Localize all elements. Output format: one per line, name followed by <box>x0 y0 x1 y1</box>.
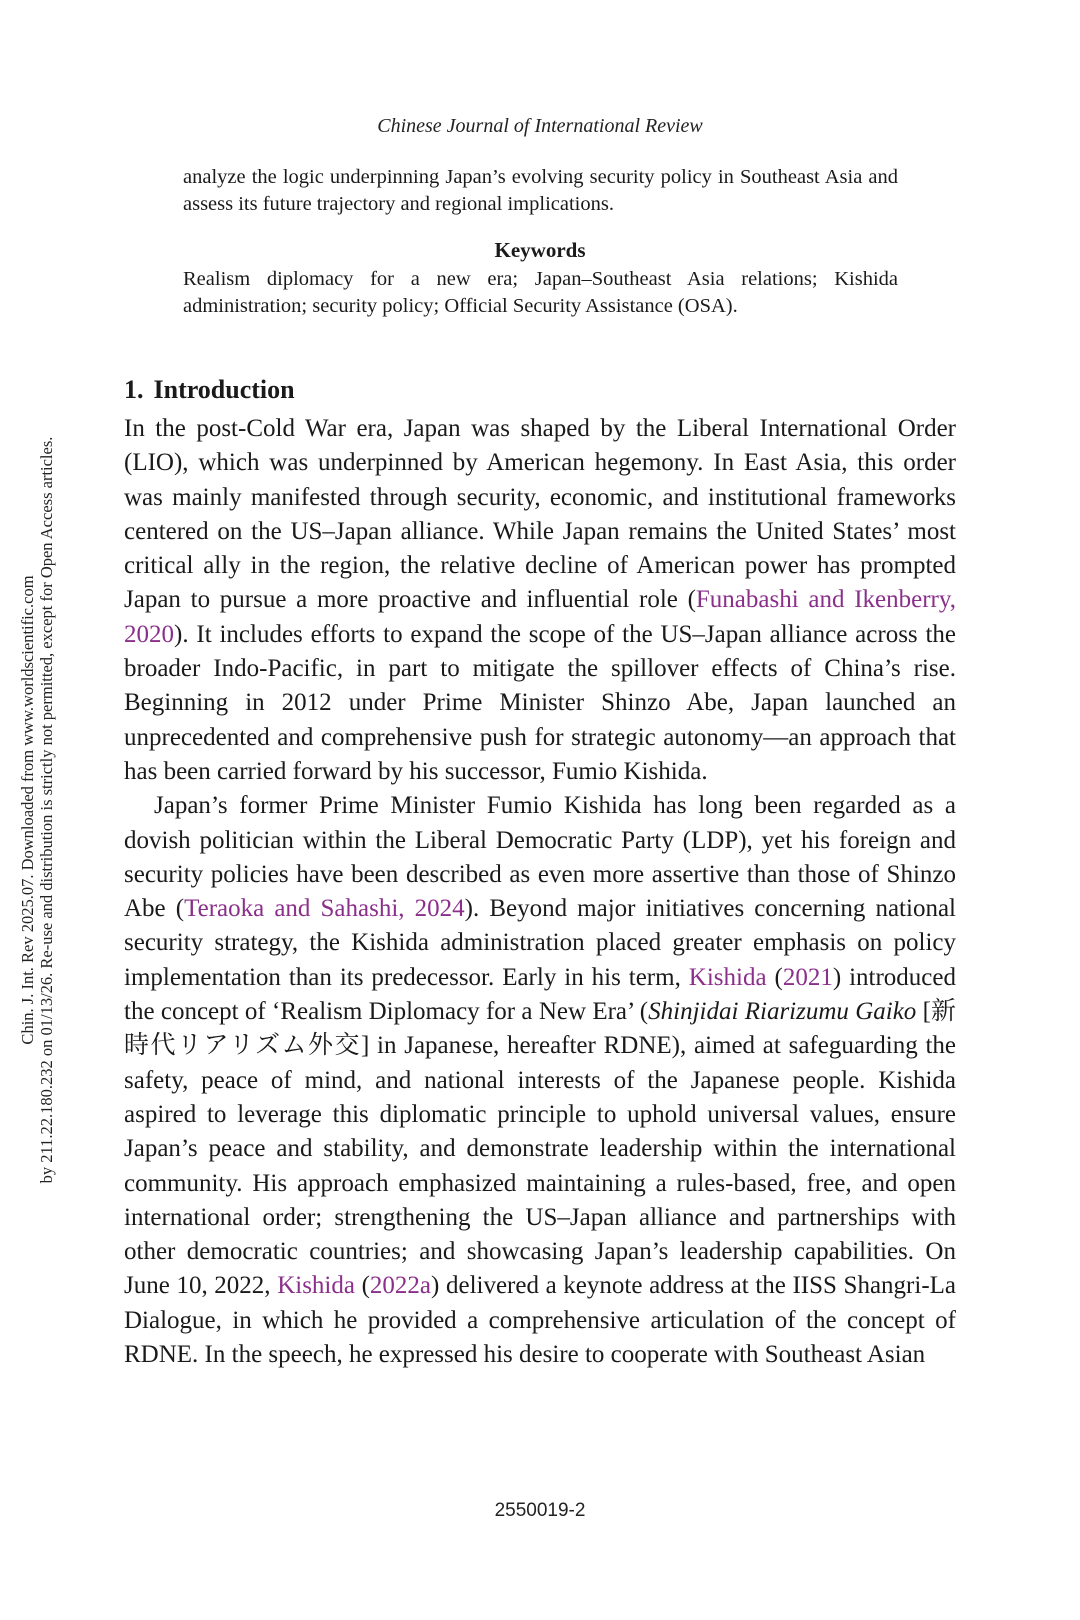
section-body <box>124 412 956 1372</box>
download-notice-line-2: by 211.22.180.232 on 01/13/26. Re-use and distribution is strictly not permitted, except for Open Access articles. <box>37 436 56 1184</box>
citation-kishida-2022a-year-link[interactable]: 2022a <box>369 1272 432 1300</box>
paragraph-text: [新時代リアリズム外交] in Japanese, hereafter RDNE), aimed at safeguarding the safety, peace of mind, and national interests of the Japanese people. Kishida aspired to leverage this diplomatic principle to uphold universal values, ensure Japan’s peace and stability, and demonstrate leadership within the international community. His approach emphasized maintaining a rules-based, free, and open international order; strengthening the US–Japan alliance and partnerships with other democratic countries; and showcasing Japan’s leadership capabilities. On June 10, 2022, <box>124 998 956 1300</box>
paragraph-2 <box>124 789 956 1372</box>
japanese-term: Shinjidai Riarizumu Gaiko <box>648 998 917 1026</box>
paragraph-text: ) delivered a keynote address at the IISS Shangri-La Dialogue, in which he provided a comprehensive articulation of the concept of RDNE. In the speech, he expressed his desire to cooperate with Southeast Asian <box>124 1272 957 1369</box>
citation-kishida-2021-author-link[interactable]: Kishida <box>688 963 767 991</box>
abstract-tail: analyze the logic underpinning Japan’s evolving security policy in Southeast Asia and assess its future trajectory and regional implications. <box>183 166 898 215</box>
paragraph-text: ( <box>354 1272 370 1300</box>
paragraph-text: ). Beyond major initiatives concerning national security strategy, the Kishida administration placed greater emphasis on policy implementation than its predecessor. Early in his term, <box>124 895 956 991</box>
paragraph-1 <box>124 412 956 789</box>
paragraph-text: ). It includes efforts to expand the scope of the US–Japan alliance across the broader Indo-Pacific, in part to mitigate the spillover effects of China’s rise. Beginning in 2012 under Prime Minister Shinzo Abe, Japan launched an unprecedented and comprehensive push for strategic autonomy—an approach that has been carried forward by his successor, Fumio Kishida. <box>124 620 956 785</box>
download-notice <box>18 390 56 1230</box>
paragraph-text: ) introduced the concept of ‘Realism Diplomacy for a New Era’ ( <box>124 963 957 1026</box>
running-head: Chinese Journal of International Review <box>377 115 703 137</box>
page-number: 2550019-2 <box>494 1500 586 1521</box>
section-number: 1. <box>124 375 144 404</box>
citation-funabashi-ikenberry-link[interactable]: Funabashi and Ikenberry, 2020 <box>124 586 956 648</box>
citation-teraoka-sahashi-link[interactable]: Teraoka and Sahashi, 2024 <box>184 895 465 923</box>
keywords-text: Realism diplomacy for a new era; Japan–Southeast Asia relations; Kishida administration; security policy; Official Security Assistance (OSA). <box>183 268 898 317</box>
download-notice-line-1: Chin. J. Int. Rev 2025.07. Downloaded from www.worldscientific.com <box>18 575 37 1045</box>
paragraph-text: In the post-Cold War era, Japan was shaped by the Liberal International Order (LIO), which was underpinned by American hegemony. In East Asia, this order was mainly manifested through security, economic, and institutional frameworks centered on the US–Japan alliance. While Japan remains the United States’ most critical ally in the region, the relative decline of American power has prompted Japan to pursue a more proactive and influential role ( <box>124 415 956 614</box>
keywords-heading: Keywords <box>494 238 586 262</box>
paragraph-text: Japan’s former Prime Minister Fumio Kishida has long been regarded as a dovish politician within the Liberal Democratic Party (LDP), yet his foreign and security policies have been described as even more assertive than those of Shinzo Abe ( <box>124 792 956 923</box>
citation-kishida-2022a-author-link[interactable]: Kishida <box>277 1272 355 1300</box>
section-title: Introduction <box>153 375 295 404</box>
section-heading <box>124 375 305 405</box>
paragraph-text: ( <box>766 963 783 991</box>
citation-kishida-2021-year-link[interactable]: 2021 <box>782 963 833 991</box>
